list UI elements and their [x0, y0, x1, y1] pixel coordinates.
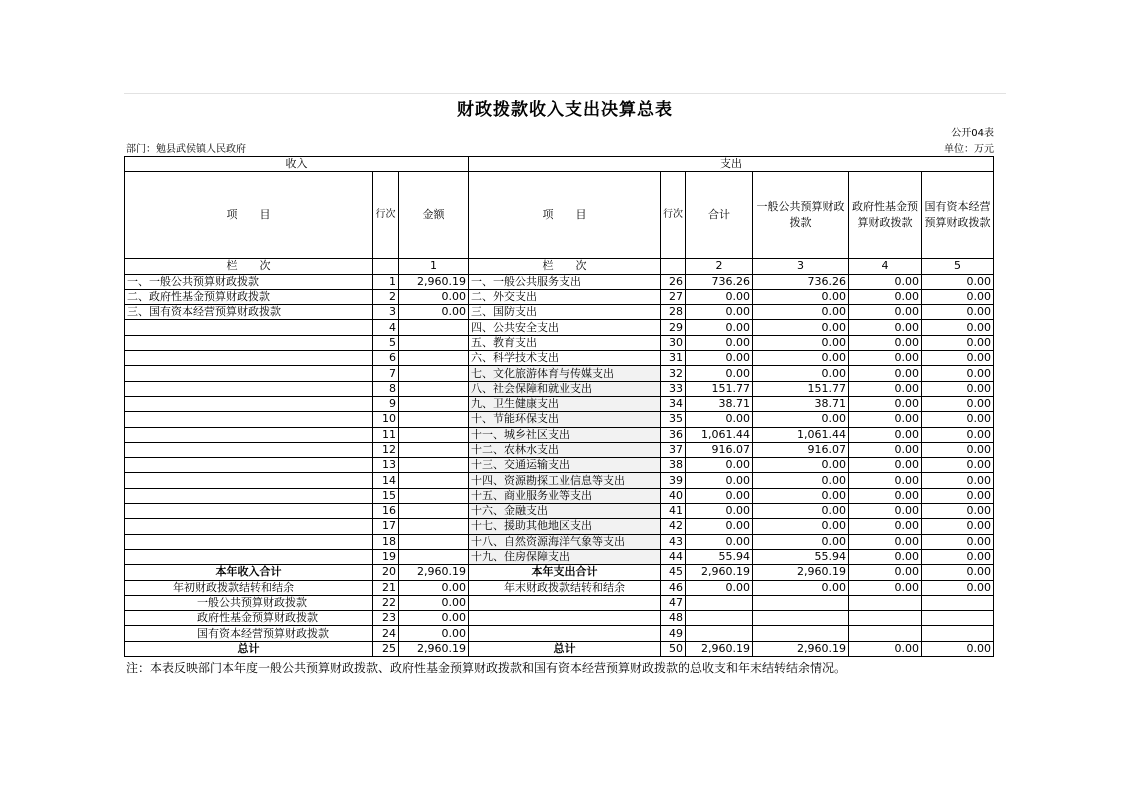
income-amount-cell: [399, 320, 469, 335]
gov-fund-amount-cell: 0.00: [849, 549, 922, 564]
income-amount-cell: 2,960.19: [399, 274, 469, 289]
general-budget-amount-cell: [753, 626, 849, 641]
table-row: [125, 626, 994, 641]
expense-row-no-cell: 43: [661, 534, 686, 549]
expense-item-header: 项 目: [469, 172, 661, 259]
expense-item-cell: 十八、自然资源海洋气象等支出: [469, 534, 661, 549]
income-section-header: 收入: [125, 157, 469, 172]
total-amount-cell: 2,960.19: [686, 565, 753, 580]
general-budget-amount-cell: 0.00: [753, 504, 849, 519]
income-row-no-cell: 16: [373, 504, 399, 519]
form-number-row: [124, 124, 1006, 140]
unit-label: 单位：万元: [944, 144, 994, 155]
expense-row-no-cell: 26: [661, 274, 686, 289]
income-row-no-cell: 24: [373, 626, 399, 641]
table-row: [125, 488, 994, 503]
income-row-no-cell: 10: [373, 412, 399, 427]
expense-item-cell: 八、社会保障和就业支出: [469, 381, 661, 396]
income-row-no-cell: 18: [373, 534, 399, 549]
expense-row-no-cell: 50: [661, 641, 686, 656]
general-budget-amount-cell: 1,061.44: [753, 427, 849, 442]
general-budget-amount-cell: [753, 595, 849, 610]
income-item-cell: 国有资本经营预算财政拨款: [125, 626, 373, 641]
general-budget-amount-cell: 0.00: [753, 412, 849, 427]
col-number: 4: [849, 259, 922, 274]
table-row: [125, 580, 994, 595]
gov-fund-amount-cell: [849, 626, 922, 641]
income-amount-cell: 2,960.19: [399, 565, 469, 580]
general-budget-amount-cell: 0.00: [753, 534, 849, 549]
income-amount-cell: 0.00: [399, 580, 469, 595]
income-item-cell: [125, 458, 373, 473]
table-row: [125, 274, 994, 289]
income-item-cell: 年初财政拨款结转和结余: [125, 580, 373, 595]
table-row: [125, 412, 994, 427]
state-capital-amount-cell: 0.00: [922, 580, 994, 595]
expense-item-cell: 四、公共安全支出: [469, 320, 661, 335]
gov-fund-amount-cell: 0.00: [849, 289, 922, 304]
general-budget-amount-cell: 736.26: [753, 274, 849, 289]
income-row-no-cell: 13: [373, 458, 399, 473]
state-capital-amount-cell: 0.00: [922, 565, 994, 580]
expense-item-cell: 十九、住房保障支出: [469, 549, 661, 564]
gov-fund-amount-cell: 0.00: [849, 335, 922, 350]
general-budget-amount-cell: 0.00: [753, 458, 849, 473]
expense-item-cell: 七、文化旅游体育与传媒支出: [469, 366, 661, 381]
gov-fund-amount-cell: 0.00: [849, 534, 922, 549]
income-amount-cell: 0.00: [399, 626, 469, 641]
income-row-no-cell: 19: [373, 549, 399, 564]
expense-item-cell: 十三、交通运输支出: [469, 458, 661, 473]
col-blank: [661, 259, 686, 274]
gov-fund-amount-cell: 0.00: [849, 488, 922, 503]
income-row-no-cell: 6: [373, 351, 399, 366]
expense-item-cell: 一、一般公共服务支出: [469, 274, 661, 289]
income-item-cell: [125, 473, 373, 488]
table-row: [125, 473, 994, 488]
expense-item-cell: 二、外交支出: [469, 289, 661, 304]
income-item-cell: 三、国有资本经营预算财政拨款: [125, 305, 373, 320]
total-amount-cell: 0.00: [686, 351, 753, 366]
gov-fund-amount-cell: 0.00: [849, 458, 922, 473]
empty-grid-row: [124, 77, 1006, 94]
total-amount-cell: [686, 611, 753, 626]
income-item-cell: [125, 442, 373, 457]
gov-fund-amount-cell: 0.00: [849, 442, 922, 457]
gov-fund-amount-cell: [849, 611, 922, 626]
general-budget-amount-cell: 916.07: [753, 442, 849, 457]
expense-row-no-cell: 40: [661, 488, 686, 503]
state-capital-amount-cell: 0.00: [922, 289, 994, 304]
table-row: [125, 396, 994, 411]
state-capital-amount-cell: 0.00: [922, 381, 994, 396]
state-capital-amount-cell: 0.00: [922, 534, 994, 549]
spreadsheet-sheet: [124, 77, 1006, 676]
general-budget-amount-cell: 0.00: [753, 305, 849, 320]
table-row: [125, 519, 994, 534]
gov-fund-amount-cell: 0.00: [849, 351, 922, 366]
income-row-no-cell: 23: [373, 611, 399, 626]
general-budget-amount-cell: [753, 611, 849, 626]
expense-row-no-cell: 49: [661, 626, 686, 641]
income-item-cell: [125, 519, 373, 534]
expense-row-no-cell: 47: [661, 595, 686, 610]
table-row: [125, 534, 994, 549]
gov-fund-amount-cell: [849, 595, 922, 610]
expense-row-no-cell: 36: [661, 427, 686, 442]
income-amount-cell: 0.00: [399, 611, 469, 626]
income-row-no-cell: 25: [373, 641, 399, 656]
table-row: [125, 504, 994, 519]
income-row-no-cell: 2: [373, 289, 399, 304]
income-item-cell: [125, 427, 373, 442]
income-amount-cell: [399, 335, 469, 350]
state-capital-amount-cell: 0.00: [922, 504, 994, 519]
table-row: [125, 381, 994, 396]
income-item-cell: [125, 396, 373, 411]
total-amount-cell: 0.00: [686, 473, 753, 488]
expense-item-cell: 十四、资源勘探工业信息等支出: [469, 473, 661, 488]
total-amount-cell: [686, 626, 753, 641]
income-amount-cell: 0.00: [399, 289, 469, 304]
income-amount-cell: [399, 442, 469, 457]
income-amount-cell: [399, 351, 469, 366]
state-capital-amount-cell: 0.00: [922, 641, 994, 656]
expense-row-no-cell: 41: [661, 504, 686, 519]
income-amount-cell: 2,960.19: [399, 641, 469, 656]
state-capital-amount-cell: 0.00: [922, 442, 994, 457]
gov-fund-amount-cell: 0.00: [849, 412, 922, 427]
expense-item-cell: 本年支出合计: [469, 565, 661, 580]
col-number: 3: [753, 259, 849, 274]
income-item-header: 项 目: [125, 172, 373, 259]
general-budget-amount-cell: 151.77: [753, 381, 849, 396]
table-row: [125, 565, 994, 580]
state-capital-amount-cell: 0.00: [922, 335, 994, 350]
general-budget-amount-cell: 38.71: [753, 396, 849, 411]
table-row: [125, 351, 994, 366]
income-item-cell: [125, 351, 373, 366]
income-row-no-cell: 12: [373, 442, 399, 457]
table-row: [125, 335, 994, 350]
income-row-no-header: 行次: [373, 172, 399, 259]
table-row: [125, 442, 994, 457]
total-amount-cell: 0.00: [686, 488, 753, 503]
expense-item-cell: 十五、商业服务业等支出: [469, 488, 661, 503]
col-label: 栏 次: [469, 259, 661, 274]
income-item-cell: [125, 366, 373, 381]
col-label: 栏 次: [125, 259, 373, 274]
expense-row-no-cell: 45: [661, 565, 686, 580]
income-row-no-cell: 1: [373, 274, 399, 289]
general-budget-amount-cell: 0.00: [753, 580, 849, 595]
table-row: [125, 595, 994, 610]
expense-row-no-cell: 31: [661, 351, 686, 366]
state-capital-amount-cell: [922, 595, 994, 610]
income-amount-cell: [399, 504, 469, 519]
expense-row-no-cell: 48: [661, 611, 686, 626]
expense-row-no-header: 行次: [661, 172, 686, 259]
income-item-cell: [125, 488, 373, 503]
table-row: [125, 427, 994, 442]
col-blank: [373, 259, 399, 274]
expense-item-cell: 十六、金融支出: [469, 504, 661, 519]
income-amount-cell: [399, 412, 469, 427]
general-budget-amount-cell: 0.00: [753, 488, 849, 503]
total-amount-cell: 736.26: [686, 274, 753, 289]
income-row-no-cell: 7: [373, 366, 399, 381]
general-budget-amount-cell: 2,960.19: [753, 565, 849, 580]
income-row-no-cell: 3: [373, 305, 399, 320]
gov-fund-amount-cell: 0.00: [849, 320, 922, 335]
income-row-no-cell: 21: [373, 580, 399, 595]
income-row-no-cell: 9: [373, 396, 399, 411]
table-row: [125, 641, 994, 656]
gov-fund-amount-cell: 0.00: [849, 519, 922, 534]
expense-row-no-cell: 29: [661, 320, 686, 335]
gov-fund-amount-cell: 0.00: [849, 565, 922, 580]
col-number: 2: [686, 259, 753, 274]
income-item-cell: 一、一般公共预算财政拨款: [125, 274, 373, 289]
general-budget-amount-cell: 0.00: [753, 289, 849, 304]
state-capital-amount-cell: 0.00: [922, 305, 994, 320]
income-item-cell: 二、政府性基金预算财政拨款: [125, 289, 373, 304]
general-budget-amount-cell: 0.00: [753, 519, 849, 534]
total-amount-cell: 0.00: [686, 366, 753, 381]
income-amount-cell: [399, 381, 469, 396]
table-row: [125, 305, 994, 320]
general-budget-amount-cell: 55.94: [753, 549, 849, 564]
state-capital-amount-cell: 0.00: [922, 274, 994, 289]
state-capital-amount-cell: 0.00: [922, 427, 994, 442]
income-item-cell: [125, 534, 373, 549]
page-title: 财政拨款收入支出决算总表: [457, 100, 673, 120]
expense-item-cell: 五、教育支出: [469, 335, 661, 350]
department-row: [124, 140, 1006, 156]
expense-row-no-cell: 27: [661, 289, 686, 304]
budget-table: [124, 156, 994, 657]
general-budget-amount-cell: 0.00: [753, 366, 849, 381]
income-amount-cell: [399, 534, 469, 549]
total-amount-cell: 0.00: [686, 289, 753, 304]
expense-item-cell: 年末财政拨款结转和结余: [469, 580, 661, 595]
state-capital-amount-cell: 0.00: [922, 366, 994, 381]
income-item-cell: 本年收入合计: [125, 565, 373, 580]
total-amount-cell: 0.00: [686, 504, 753, 519]
table-row: [125, 549, 994, 564]
total-amount-cell: 2,960.19: [686, 641, 753, 656]
income-row-no-cell: 15: [373, 488, 399, 503]
section-header-row: [125, 157, 994, 172]
state-capital-amount-cell: 0.00: [922, 488, 994, 503]
gov-fund-amount-cell: 0.00: [849, 274, 922, 289]
gov-fund-amount-cell: 0.00: [849, 580, 922, 595]
total-amount-cell: 0.00: [686, 320, 753, 335]
gov-fund-amount-cell: 0.00: [849, 427, 922, 442]
department-label: 部门：勉县武侯镇人民政府: [126, 144, 246, 155]
total-amount-cell: 0.00: [686, 412, 753, 427]
total-amount-cell: 1,061.44: [686, 427, 753, 442]
expense-row-no-cell: 28: [661, 305, 686, 320]
expense-row-no-cell: 32: [661, 366, 686, 381]
gov-fund-amount-cell: 0.00: [849, 396, 922, 411]
income-amount-cell: [399, 427, 469, 442]
expense-row-no-cell: 33: [661, 381, 686, 396]
expense-item-cell: 十、节能环保支出: [469, 412, 661, 427]
total-header: 合计: [686, 172, 753, 259]
expense-item-cell: [469, 595, 661, 610]
income-amount-cell: [399, 473, 469, 488]
income-item-cell: [125, 549, 373, 564]
state-capital-amount-cell: 0.00: [922, 458, 994, 473]
total-amount-cell: 0.00: [686, 519, 753, 534]
total-amount-cell: 0.00: [686, 580, 753, 595]
income-row-no-cell: 5: [373, 335, 399, 350]
income-row-no-cell: 8: [373, 381, 399, 396]
income-amount-cell: 0.00: [399, 595, 469, 610]
expense-item-cell: 六、科学技术支出: [469, 351, 661, 366]
income-item-cell: [125, 335, 373, 350]
general-budget-amount-cell: 0.00: [753, 351, 849, 366]
expense-item-cell: 九、卫生健康支出: [469, 396, 661, 411]
table-note: 注：本表反映部门本年度一般公共预算财政拨款、政府性基金预算财政拨款和国有资本经营预算财政拨款的总收支和年末结转结余情况。: [126, 661, 847, 676]
income-amount-cell: [399, 519, 469, 534]
general-budget-header: 一般公共预算财政拨款: [753, 172, 849, 259]
income-item-cell: [125, 412, 373, 427]
col-number: 5: [922, 259, 994, 274]
state-capital-amount-cell: 0.00: [922, 519, 994, 534]
general-budget-amount-cell: 0.00: [753, 335, 849, 350]
total-amount-cell: 916.07: [686, 442, 753, 457]
total-amount-cell: 0.00: [686, 458, 753, 473]
state-capital-amount-cell: 0.00: [922, 320, 994, 335]
expense-item-cell: 三、国防支出: [469, 305, 661, 320]
income-amount-cell: 0.00: [399, 305, 469, 320]
income-amount-cell: [399, 488, 469, 503]
general-budget-amount-cell: 0.00: [753, 320, 849, 335]
income-amount-cell: [399, 366, 469, 381]
income-amount-cell: [399, 396, 469, 411]
expense-row-no-cell: 30: [661, 335, 686, 350]
column-number-row: [125, 259, 994, 274]
total-amount-cell: 151.77: [686, 381, 753, 396]
income-amount-cell: [399, 458, 469, 473]
gov-fund-header: 政府性基金预算财政拨款: [849, 172, 922, 259]
income-amount-header: 金额: [399, 172, 469, 259]
gov-fund-amount-cell: 0.00: [849, 473, 922, 488]
gov-fund-amount-cell: 0.00: [849, 366, 922, 381]
column-header-row: [125, 172, 994, 259]
col-number: 1: [399, 259, 469, 274]
expense-section-header: 支出: [469, 157, 994, 172]
expense-row-no-cell: 38: [661, 458, 686, 473]
form-number: 公开04表: [951, 128, 994, 139]
income-item-cell: [125, 320, 373, 335]
expense-item-cell: [469, 611, 661, 626]
income-item-cell: [125, 504, 373, 519]
income-item-cell: [125, 381, 373, 396]
income-amount-cell: [399, 549, 469, 564]
expense-row-no-cell: 34: [661, 396, 686, 411]
total-amount-cell: [686, 595, 753, 610]
state-capital-amount-cell: 0.00: [922, 396, 994, 411]
state-capital-header: 国有资本经营预算财政拨款: [922, 172, 994, 259]
expense-row-no-cell: 46: [661, 580, 686, 595]
state-capital-amount-cell: [922, 611, 994, 626]
expense-item-cell: 十一、城乡社区支出: [469, 427, 661, 442]
state-capital-amount-cell: 0.00: [922, 473, 994, 488]
gov-fund-amount-cell: 0.00: [849, 504, 922, 519]
income-item-cell: 一般公共预算财政拨款: [125, 595, 373, 610]
gov-fund-amount-cell: 0.00: [849, 381, 922, 396]
general-budget-amount-cell: 0.00: [753, 473, 849, 488]
total-amount-cell: 55.94: [686, 549, 753, 564]
state-capital-amount-cell: [922, 626, 994, 641]
state-capital-amount-cell: 0.00: [922, 549, 994, 564]
general-budget-amount-cell: 2,960.19: [753, 641, 849, 656]
state-capital-amount-cell: 0.00: [922, 412, 994, 427]
total-amount-cell: 0.00: [686, 534, 753, 549]
state-capital-amount-cell: 0.00: [922, 351, 994, 366]
expense-row-no-cell: 37: [661, 442, 686, 457]
total-amount-cell: 0.00: [686, 335, 753, 350]
table-row: [125, 611, 994, 626]
gov-fund-amount-cell: 0.00: [849, 641, 922, 656]
table-row: [125, 320, 994, 335]
income-row-no-cell: 22: [373, 595, 399, 610]
expense-row-no-cell: 35: [661, 412, 686, 427]
income-row-no-cell: 20: [373, 565, 399, 580]
total-amount-cell: 38.71: [686, 396, 753, 411]
income-item-cell: 总计: [125, 641, 373, 656]
expense-item-cell: 十七、援助其他地区支出: [469, 519, 661, 534]
income-item-cell: 政府性基金预算财政拨款: [125, 611, 373, 626]
income-row-no-cell: 14: [373, 473, 399, 488]
income-row-no-cell: 17: [373, 519, 399, 534]
expense-item-cell: 十二、农林水支出: [469, 442, 661, 457]
expense-item-cell: 总计: [469, 641, 661, 656]
table-row: [125, 289, 994, 304]
income-row-no-cell: 11: [373, 427, 399, 442]
expense-item-cell: [469, 626, 661, 641]
expense-row-no-cell: 42: [661, 519, 686, 534]
table-row: [125, 458, 994, 473]
table-row: [125, 366, 994, 381]
total-amount-cell: 0.00: [686, 305, 753, 320]
expense-row-no-cell: 44: [661, 549, 686, 564]
expense-row-no-cell: 39: [661, 473, 686, 488]
gov-fund-amount-cell: 0.00: [849, 305, 922, 320]
income-row-no-cell: 4: [373, 320, 399, 335]
